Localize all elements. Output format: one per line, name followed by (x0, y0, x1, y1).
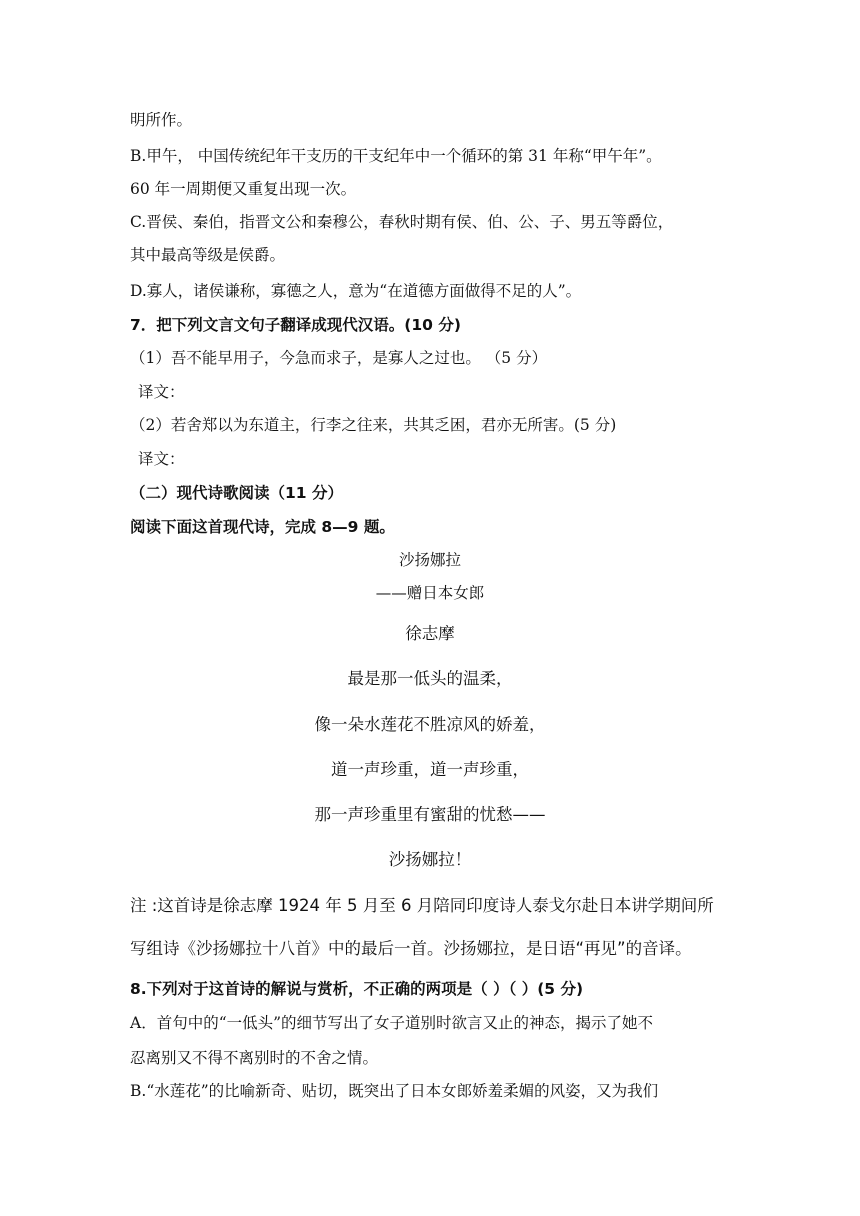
poem-line: 像一朵水莲花不胜凉风的娇羞， (314, 715, 546, 734)
q7-item2: （2）若舍郑以为东道主，行李之往来，共其乏困，君亦无所害。(5 分) (130, 416, 617, 434)
section2-instruction: 阅读下面这首现代诗，完成 8—9 题。 (130, 518, 395, 536)
q6-option-b-line2: 60 年一周期便又重复出现一次。 (130, 180, 357, 198)
q6-option-c-line2: 其中最高等级是侯爵。 (130, 246, 286, 264)
q7-item1-answer-label: 译文： (138, 383, 185, 401)
fragment-top: 明所作。 (130, 111, 193, 129)
poem-line: 道一声珍重，道一声珍重， (331, 760, 529, 779)
note-line1: 注 :这首诗是徐志摩 1924 年 5 月至 6 月陪同印度诗人泰戈尔赴日本讲学期间所 (130, 896, 714, 915)
q6-option-d: D.寡人，诸侯谦称，寡德之人，意为“在道德方面做得不足的人”。 (130, 282, 582, 300)
q8-option-a-line1: A．首句中的“一低头”的细节写出了女子道别时欲言又止的神态，揭示了她不 (130, 1014, 654, 1032)
poem-author: 徐志摩 (405, 624, 455, 643)
poem-subtitle: ——赠日本女郎 (375, 584, 485, 602)
q6-option-c-line1: C.晋侯、秦伯，指晋文公和秦穆公，春秋时期有侯、伯、公、子、男五等爵位， (130, 213, 674, 231)
note-line2: 写组诗《沙扬娜拉十八首》中的最后一首。沙扬娜拉，是日语“再见”的音译。 (130, 939, 692, 958)
q8-option-a-line2: 忍离别又不得不离别时的不舍之情。 (130, 1049, 379, 1067)
q7-title: 7．把下列文言文句子翻译成现代汉语。(10 分) (130, 316, 461, 334)
poem-line: 最是那一低头的温柔， (347, 669, 513, 688)
q7-item2-answer-label: 译文： (138, 450, 185, 468)
section2-heading: （二）现代诗歌阅读（11 分） (130, 484, 343, 502)
poem-line: 那一声珍重里有蜜甜的忧愁—— (314, 805, 546, 824)
poem-title: 沙扬娜拉 (398, 551, 461, 569)
q6-option-b-line1: B.甲午， 中国传统纪年干支历的干支纪年中一个循环的第 31 年称“甲午年”。 (130, 147, 662, 165)
q8-title: 8.下列对于这首诗的解说与赏析，不正确的两项是（ ）（ ）(5 分) (130, 980, 584, 998)
q8-option-b-line1: B.“水莲花”的比喻新奇、贴切，既突出了日本女郎娇羞柔媚的风姿，又为我们 (130, 1082, 659, 1100)
q7-item1: （1）吾不能早用子，今急而求子，是寡人之过也。 （5 分） (130, 349, 548, 367)
poem-line: 沙扬娜拉！ (388, 850, 472, 869)
